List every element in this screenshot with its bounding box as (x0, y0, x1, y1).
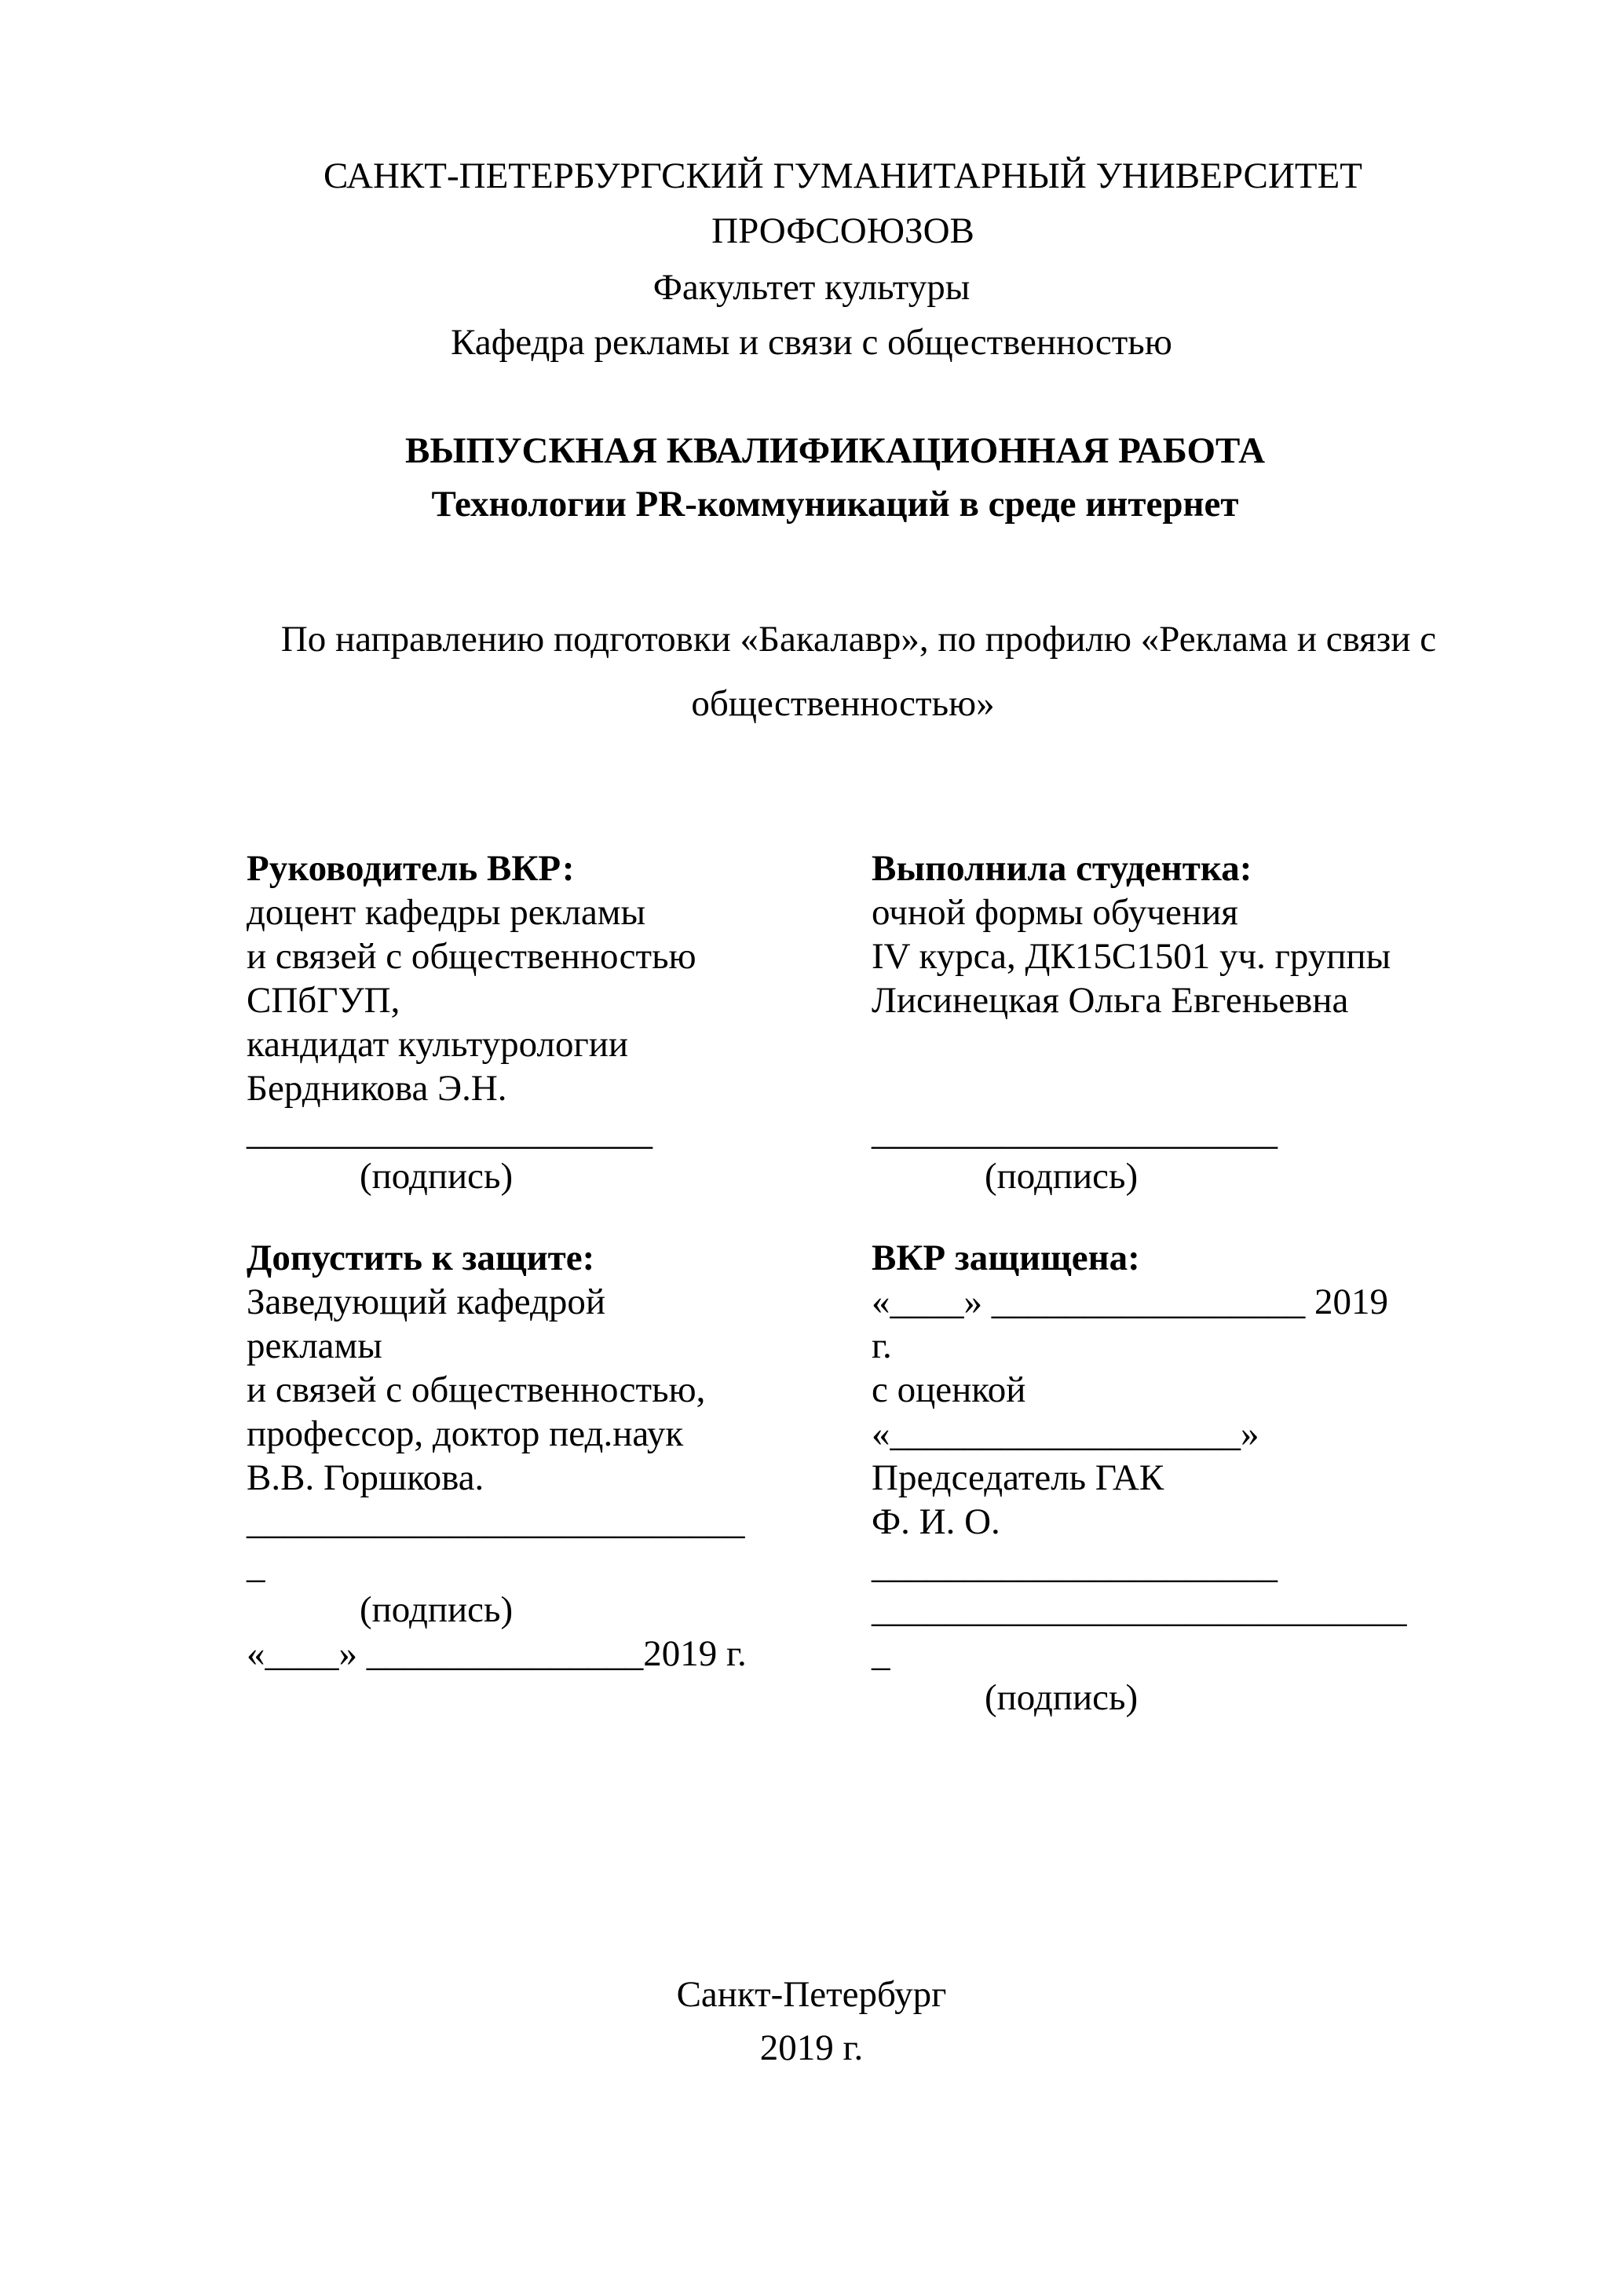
admission-head-name: В.В. Горшкова. (247, 1457, 484, 1498)
student-line: IV курса, ДК15С1501 уч. группы (872, 936, 1391, 977)
work-title: Технологии PR-коммуникаций в среде интернет (431, 484, 1239, 525)
work-type-heading: ВЫПУСКНАЯ КВАЛИФИКАЦИОННАЯ РАБОТА (404, 430, 1266, 471)
admission-signature-line: ___________________________ (247, 1501, 745, 1542)
study-direction-line2: общественностью» (691, 683, 995, 724)
defense-grade-line: «___________________» (872, 1413, 1259, 1454)
student-signature-label: (подпись) (985, 1156, 1139, 1197)
defense-signature-line2: _____________________________ (872, 1589, 1407, 1630)
defense-signature-line-wrap: _ (872, 1633, 890, 1674)
footer-year: 2019 г. (759, 2027, 864, 2068)
footer-city: Санкт-Петербург (676, 1974, 947, 2015)
admission-signature-label: (подпись) (360, 1589, 514, 1630)
admission-signature-line-wrap: _ (247, 1545, 265, 1586)
defense-signature-line1: ______________________ (872, 1545, 1278, 1586)
admission-block (247, 1236, 747, 1676)
supervisor-block (247, 846, 696, 1198)
defense-date-line-wrap: г. (872, 1325, 892, 1366)
student-block (872, 846, 1391, 1198)
supervisor-name: Бердникова Э.Н. (247, 1068, 507, 1109)
university-name-line2: ПРОФСОЮЗОВ (711, 210, 974, 251)
supervisor-signature-label: (подпись) (360, 1156, 514, 1197)
admission-line: Заведующий кафедрой (247, 1281, 606, 1322)
supervisor-heading: Руководитель ВКР: (247, 848, 575, 889)
supervisor-line: СПбГУП, (247, 980, 400, 1021)
spacer (872, 1066, 1391, 1110)
defense-chair-label: Председатель ГАК (872, 1457, 1164, 1498)
student-line: очной формы обучения (872, 892, 1238, 933)
student-heading: Выполнила студентка: (872, 848, 1252, 889)
supervisor-line: и связей с общественностью (247, 936, 696, 977)
study-direction-line1: По направлению подготовки «Бакалавр», по профилю «Реклама и связи с (280, 619, 1437, 660)
admission-line: и связей с общественностью, (247, 1369, 706, 1410)
faculty-name: Факультет культуры (652, 267, 971, 308)
student-signature-line: ______________________ (872, 1112, 1278, 1153)
defense-block (872, 1236, 1407, 1720)
defense-heading: ВКР защищена: (872, 1238, 1140, 1278)
defense-chair-name: Ф. И. О. (872, 1501, 1000, 1542)
supervisor-line: кандидат культурологии (247, 1024, 629, 1065)
supervisor-signature-line: ______________________ (247, 1112, 652, 1153)
defense-grade-label: с оценкой (872, 1369, 1026, 1410)
defense-signature-label: (подпись) (985, 1677, 1139, 1718)
student-name: Лисинецкая Ольга Евгеньевна (872, 980, 1349, 1021)
spacer (872, 1022, 1391, 1066)
university-name-line1: САНКТ-ПЕТЕРБУРГСКИЙ ГУМАНИТАРНЫЙ УНИВЕРСИТЕТ (324, 155, 1362, 196)
supervisor-line: доцент кафедры рекламы (247, 892, 646, 933)
defense-date-line: «____» _________________ 2019 (872, 1281, 1388, 1322)
department-name: Кафедра рекламы и связи с общественностью (451, 322, 1172, 363)
admission-heading: Допустить к защите: (247, 1238, 595, 1278)
admission-date-line: «____» _______________2019 г. (247, 1633, 747, 1674)
admission-line: рекламы (247, 1325, 382, 1366)
admission-line: профессор, доктор пед.наук (247, 1413, 684, 1454)
